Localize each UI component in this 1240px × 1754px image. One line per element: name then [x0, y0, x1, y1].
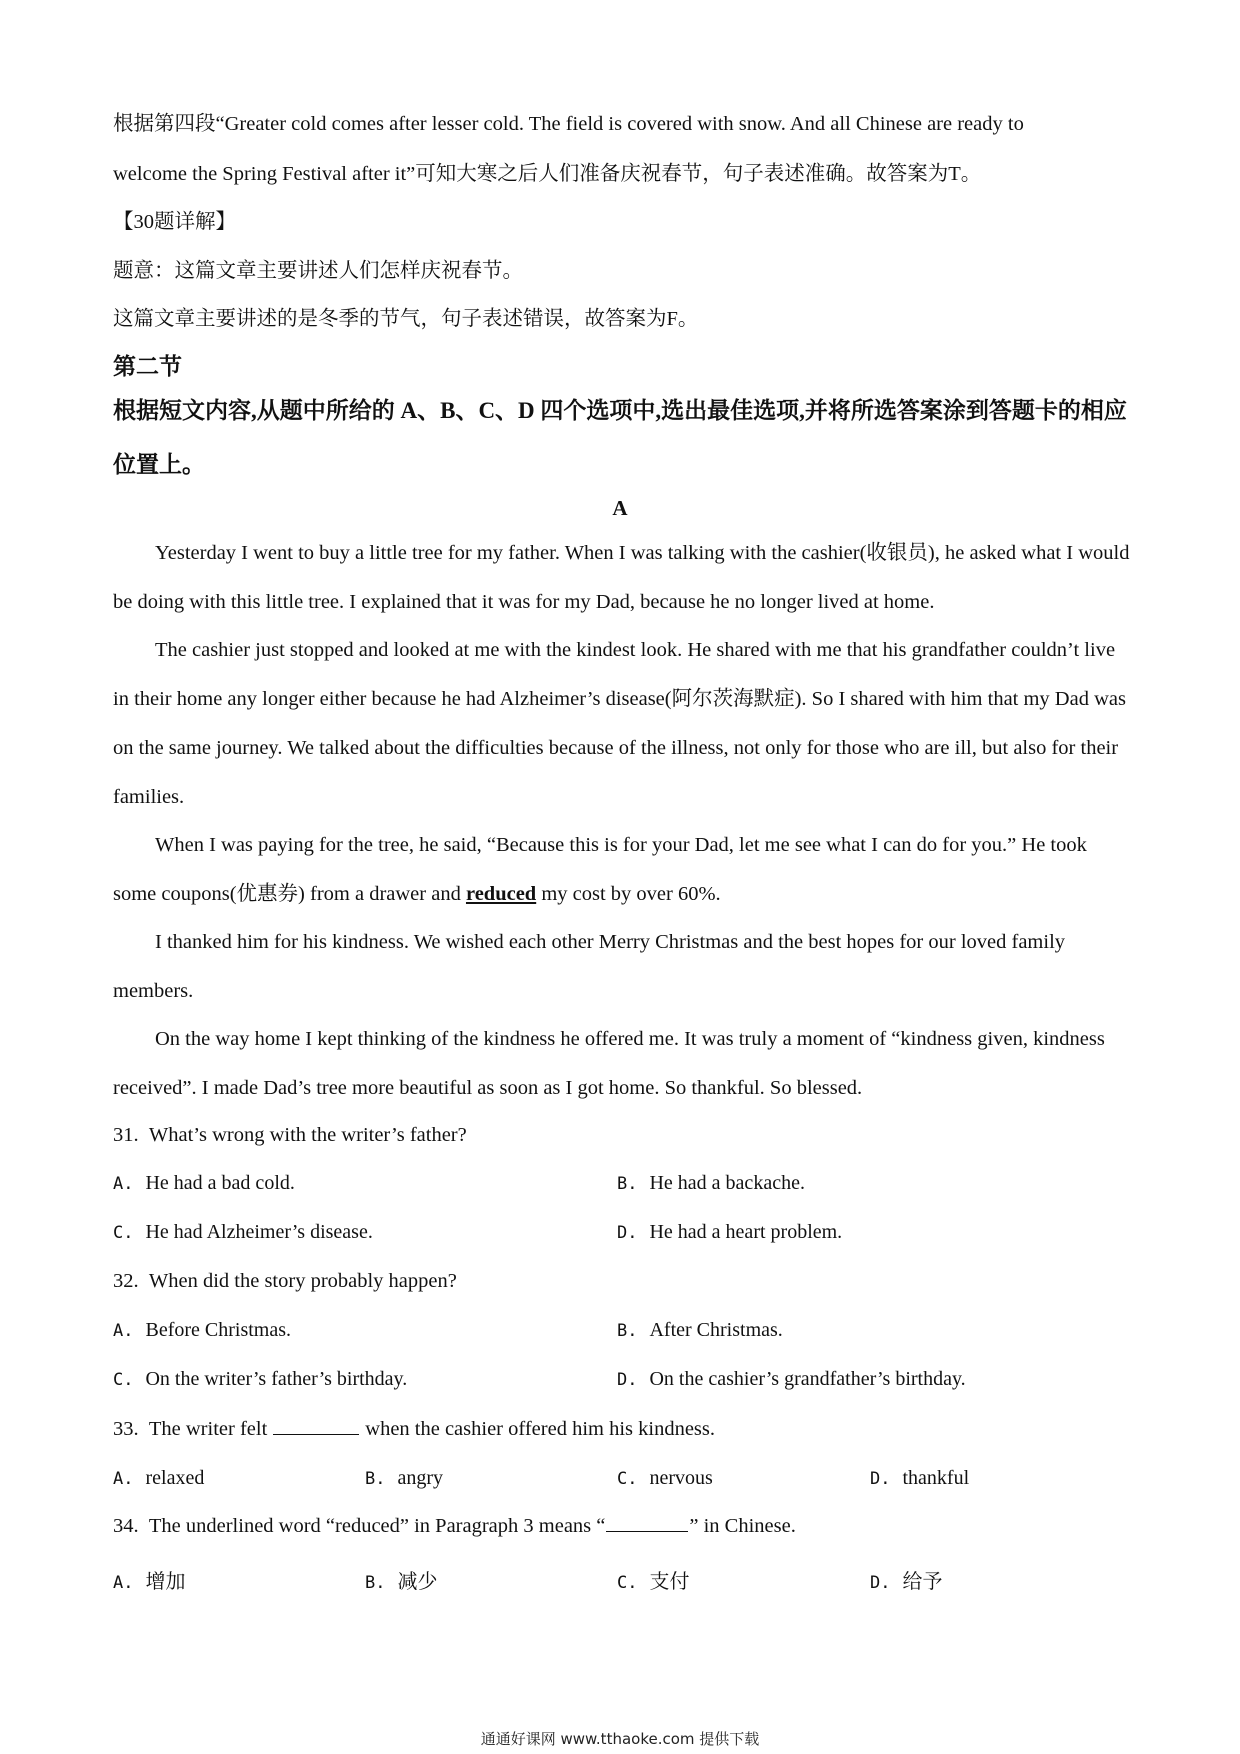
option-text: nervous — [649, 1467, 713, 1489]
paragraph-3-text-after: my cost by over 60%. — [536, 883, 721, 905]
option-label: D. — [870, 1573, 891, 1593]
section-title: 第二节 — [113, 354, 182, 379]
question-number: 33. — [113, 1418, 139, 1440]
question-text-after: when the cashier offered him his kindness. — [365, 1418, 716, 1440]
question-31-stem — [113, 1124, 467, 1147]
question-34-option-a[interactable] — [113, 1565, 185, 1594]
question-34-option-c[interactable] — [617, 1565, 689, 1594]
question-32-option-c[interactable] — [113, 1368, 407, 1391]
question-number: 31. — [113, 1124, 139, 1146]
option-label: A. — [113, 1469, 134, 1489]
question-34-option-b[interactable] — [365, 1565, 437, 1594]
answer-blank — [606, 1515, 688, 1532]
question-32-stem — [113, 1270, 457, 1293]
option-text: 减少 — [397, 1571, 438, 1593]
option-label: C. — [113, 1370, 134, 1390]
option-text: 给予 — [902, 1571, 943, 1593]
question-34-stem — [113, 1515, 796, 1538]
option-label: B. — [365, 1469, 386, 1489]
question-33-option-c[interactable] — [617, 1467, 713, 1490]
passage-paragraph-3 — [113, 821, 1130, 919]
option-label: B. — [617, 1174, 638, 1194]
option-label: C. — [113, 1223, 134, 1243]
passage-paragraph-1: Yesterday I went to buy a little tree for my father. When I was talking with the cashier(收银员), he asked what I would be doing with this little tree. I explained that it was for my Dad, because he no longer lived at home. — [113, 542, 1130, 613]
explanation-29-line-2: welcome the Spring Festival after it”可知大寒之后人们准备庆祝春节，句子表述准确。故答案为T。 — [113, 163, 982, 185]
passage-paragraph-5: On the way home I kept thinking of the kindness he offered me. It was truly a moment of “kindness given, kindness received”. I made Dad’s tree more beautiful as soon as I got home. So thankful. So blessed. — [113, 1028, 1105, 1099]
option-text: 增加 — [145, 1571, 186, 1593]
option-label: A. — [113, 1174, 134, 1194]
q30-answer: 这篇文章主要讲述的是冬季的节气，句子表述错误，故答案为F。 — [113, 308, 699, 330]
question-32-option-a[interactable] — [113, 1319, 291, 1342]
question-34-option-d[interactable] — [870, 1565, 942, 1594]
explanation-29-line-1: 根据第四段“Greater cold comes after lesser cold. The field is covered with snow. And all Chinese are ready to — [113, 113, 1024, 135]
option-label: B. — [617, 1321, 638, 1341]
question-text-before: The writer felt — [148, 1418, 268, 1440]
option-label: D. — [870, 1469, 891, 1489]
option-label: B. — [365, 1573, 386, 1593]
question-33-option-d[interactable] — [870, 1467, 969, 1490]
question-33-option-b[interactable] — [365, 1467, 443, 1490]
question-32-option-d[interactable] — [617, 1368, 966, 1391]
paragraph-3-text-before: When I was paying for the tree, he said, “Because this is for your Dad, let me see what I can do for you.” He took some coupons(优惠券) from a drawer and — [113, 834, 1087, 905]
q30-meaning: 题意：这篇文章主要讲述人们怎样庆祝春节。 — [113, 260, 523, 282]
option-text: He had Alzheimer’s disease. — [145, 1221, 373, 1243]
option-label: C. — [617, 1573, 638, 1593]
option-label: C. — [617, 1469, 638, 1489]
question-33-option-a[interactable] — [113, 1467, 204, 1490]
passage-title: A — [612, 496, 628, 520]
option-label: D. — [617, 1370, 638, 1390]
question-32-option-b[interactable] — [617, 1319, 783, 1342]
option-label: A. — [113, 1321, 134, 1341]
option-text: 支付 — [649, 1571, 690, 1593]
option-text: He had a backache. — [649, 1172, 805, 1194]
question-text: What’s wrong with the writer’s father? — [148, 1124, 467, 1146]
option-text: He had a heart problem. — [649, 1221, 843, 1243]
question-text: When did the story probably happen? — [148, 1270, 457, 1292]
question-text-after: ” in Chinese. — [689, 1515, 796, 1537]
option-text: He had a bad cold. — [145, 1172, 295, 1194]
question-33-stem — [113, 1418, 715, 1441]
option-label: D. — [617, 1223, 638, 1243]
option-text: On the cashier’s grandfather’s birthday. — [649, 1368, 966, 1390]
section-instruction: 根据短文内容,从题中所给的 A、B、C、D 四个选项中,选出最佳选项,并将所选答案涂到答题卡的相应位置上。 — [113, 398, 1127, 477]
answer-blank — [273, 1418, 359, 1435]
option-text: thankful — [902, 1467, 970, 1489]
question-number: 34. — [113, 1515, 139, 1537]
question-31-option-b[interactable] — [617, 1172, 805, 1195]
option-text: After Christmas. — [649, 1319, 783, 1341]
option-text: angry — [397, 1467, 444, 1489]
underlined-word-reduced: reduced — [465, 883, 537, 905]
passage-paragraph-4: I thanked him for his kindness. We wished each other Merry Christmas and the best hopes for our loved family members. — [113, 931, 1066, 1002]
question-31-option-c[interactable] — [113, 1221, 373, 1244]
question-text-before: The underlined word “reduced” in Paragraph 3 means “ — [148, 1515, 606, 1537]
page-footer: 通通好课网 www.tthaoke.com 提供下载 — [480, 1730, 760, 1748]
option-label: A. — [113, 1573, 134, 1593]
question-31-option-d[interactable] — [617, 1221, 842, 1244]
option-text: relaxed — [145, 1467, 205, 1489]
question-number: 32. — [113, 1270, 139, 1292]
passage-paragraph-2: The cashier just stopped and looked at me with the kindest look. He shared with me that his grandfather couldn’t live in their home any longer either because he had Alzheimer’s disease(阿尔茨海默症). So I shared with him that my Dad was on the same journey. We talked about the difficulties because of the illness, not only for those who are ill, but also for their families. — [113, 639, 1126, 808]
option-text: On the writer’s father’s birthday. — [145, 1368, 408, 1390]
q30-title: 【30题详解】 — [113, 211, 236, 233]
option-text: Before Christmas. — [145, 1319, 292, 1341]
question-31-option-a[interactable] — [113, 1172, 295, 1195]
